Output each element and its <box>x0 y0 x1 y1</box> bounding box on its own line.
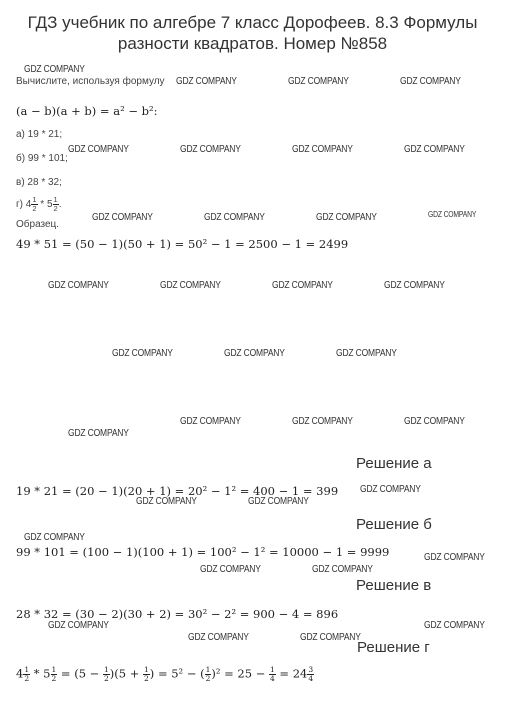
fraction-numerator: 1 <box>51 665 57 674</box>
watermark: GDZ COMPANY <box>180 416 241 427</box>
watermark: GDZ COMPANY <box>300 632 361 643</box>
fraction-denominator: 2 <box>205 674 211 683</box>
eq-part: ) = 5² − ( <box>149 666 205 681</box>
watermark: GDZ COMPANY <box>24 532 85 543</box>
eq-part: = 24 <box>275 666 308 681</box>
watermark: GDZ COMPANY <box>404 416 465 427</box>
watermark: GDZ COMPANY <box>272 280 333 291</box>
eq-part: )² = 25 − <box>211 666 269 681</box>
page-title: ГДЗ учебник по алгебре 7 класс Дорофеев. 8.3 Формулы разности квадратов. Номер №858 <box>27 13 478 53</box>
solution-b-heading: Решение б <box>356 516 432 533</box>
watermark: GDZ COMPANY <box>424 552 485 563</box>
fraction-numerator: 3 <box>308 665 314 674</box>
watermark: GDZ COMPANY <box>92 212 153 223</box>
watermark: GDZ COMPANY <box>180 144 241 155</box>
watermark: GDZ COMPANY <box>136 496 197 507</box>
task-item-a: а) 19 * 21; <box>16 129 63 140</box>
eq-part: = (5 − <box>57 666 103 681</box>
task-item-g-prefix: г) 4 <box>16 199 32 211</box>
solution-v-equation: 28 * 32 = (30 − 2)(30 + 2) = 30² − 2² = 900 − 4 = 896 <box>16 607 339 621</box>
watermark: GDZ COMPANY <box>384 280 445 291</box>
task-item-v: в) 28 * 32; <box>16 177 62 188</box>
watermark: GDZ COMPANY <box>288 76 349 87</box>
fraction-numerator: 1 <box>270 665 275 674</box>
task-formula: (a − b)(a + b) = a² − b²: <box>16 104 158 118</box>
eq-part: 4 <box>16 666 24 681</box>
solution-g-equation <box>16 666 314 683</box>
solution-v-heading: Решение в <box>356 577 432 594</box>
fraction <box>307 666 314 683</box>
fraction-numerator: 1 <box>144 665 149 674</box>
watermark: GDZ COMPANY <box>248 496 309 507</box>
watermark: GDZ COMPANY <box>48 620 109 631</box>
watermark: GDZ COMPANY <box>176 76 237 87</box>
watermark: GDZ COMPANY <box>48 280 109 291</box>
watermark: GDZ COMPANY <box>336 348 397 359</box>
fraction-denominator: 2 <box>144 674 149 683</box>
fraction-denominator: 4 <box>270 674 275 683</box>
watermark: GDZ COMPANY <box>204 212 265 223</box>
watermark: GDZ COMPANY <box>316 212 377 223</box>
watermark: GDZ COMPANY <box>112 348 173 359</box>
fraction-numerator: 1 <box>53 195 58 204</box>
fraction-denominator: 2 <box>53 204 58 213</box>
watermark: GDZ COMPANY <box>360 484 421 495</box>
watermark: GDZ COMPANY <box>400 76 461 87</box>
fraction <box>269 666 276 683</box>
sample-label: Образец. <box>16 219 60 230</box>
fraction-numerator: 1 <box>205 665 211 674</box>
watermark: GDZ COMPANY <box>24 64 85 75</box>
watermark: GDZ COMPANY <box>68 144 129 155</box>
fraction-denominator: 2 <box>24 674 30 683</box>
fraction-denominator: 2 <box>103 674 109 683</box>
watermark: GDZ COMPANY <box>292 144 353 155</box>
watermark: GDZ COMPANY <box>424 620 485 631</box>
solution-a-heading: Решение а <box>356 455 432 472</box>
fraction-numerator: 1 <box>32 195 37 204</box>
watermark: GDZ COMPANY <box>68 428 129 439</box>
watermark: GDZ COMPANY <box>200 564 261 575</box>
fraction <box>103 666 110 683</box>
fraction-denominator: 4 <box>308 674 314 683</box>
watermark: GDZ COMPANY <box>188 632 249 643</box>
solution-g-heading: Решение г <box>357 639 430 656</box>
eq-part: )(5 + <box>109 666 144 681</box>
fraction-numerator: 1 <box>24 665 30 674</box>
fraction <box>143 666 150 683</box>
fraction-denominator: 2 <box>51 674 57 683</box>
sample-equation: 49 * 51 = (50 − 1)(50 + 1) = 50² − 1 = 2500 − 1 = 2499 <box>16 237 349 251</box>
watermark: GDZ COMPANY <box>312 564 373 575</box>
watermark: GDZ COMPANY <box>224 348 285 359</box>
solution-b-equation: 99 * 101 = (100 − 1)(100 + 1) = 100² − 1² = 10000 − 1 = 9999 <box>16 545 390 559</box>
task-item-g <box>16 196 61 213</box>
task-item-g-mid: * 5 <box>37 199 53 211</box>
eq-part: * 5 <box>30 666 51 681</box>
fraction-numerator: 1 <box>103 665 109 674</box>
watermark: GDZ COMPANY <box>404 144 465 155</box>
task-item-b: б) 99 * 101; <box>16 153 68 164</box>
task-intro: Вычислите, используя формулу <box>16 76 165 87</box>
watermark: GDZ COMPANY <box>428 210 477 219</box>
watermark: GDZ COMPANY <box>160 280 221 291</box>
fraction-denominator: 2 <box>32 204 37 213</box>
task-item-g-suffix: . <box>58 199 62 211</box>
watermark: GDZ COMPANY <box>292 416 353 427</box>
solution-a-equation: 19 * 21 = (20 − 1)(20 + 1) = 20² − 1² = 400 − 1 = 399 <box>16 484 339 498</box>
